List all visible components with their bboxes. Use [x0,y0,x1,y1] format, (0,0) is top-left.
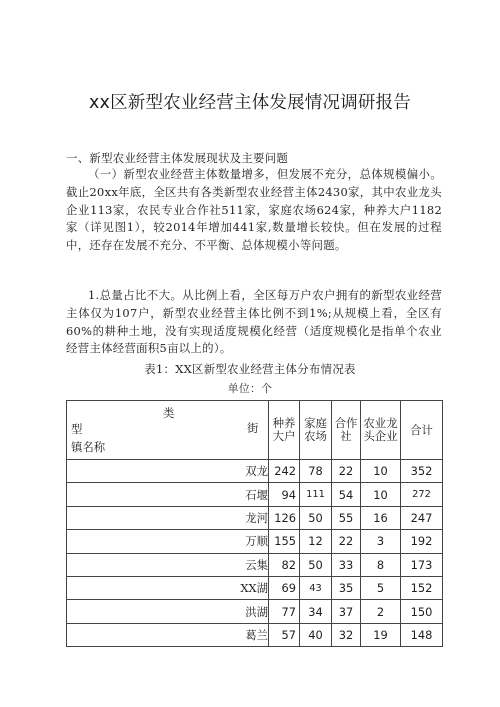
town-name: 葛兰 [67,623,269,646]
cell-leading-enterprises: 3 [361,530,401,553]
table-caption: 表1：XX区新型农业经营主体分布情况表 [144,362,356,376]
cell-cooperatives: 22 [332,530,361,553]
cell-leading-enterprises: 19 [361,623,401,646]
table-row [67,530,443,553]
report-title: xx区新型农业经营主体发展情况调研报告 [88,93,411,113]
cell-total: 352 [401,460,443,483]
town-name: 洪湖 [67,600,269,623]
town-name: 石堰 [67,483,269,506]
cell-total: 192 [401,530,443,553]
section-heading: 一、新型农业经营主体发展现状及主要问题 [66,151,289,165]
cell-total: 152 [401,576,443,599]
table-row [67,506,443,529]
header-leading-enterprises-text: 农业龙头企业 [363,416,398,443]
cell-planting-households: 57 [269,623,300,646]
cell-leading-enterprises: 10 [361,483,401,506]
cell-family-farms: 78 [300,460,332,483]
cell-cooperatives: 54 [332,483,361,506]
table-unit: 单位：个 [227,382,273,395]
town-name: 云集 [67,553,269,576]
cell-planting-households: 94 [269,483,300,506]
cell-family-farms: 34 [300,600,332,623]
header-leading-enterprises [361,401,401,460]
cell-total: 247 [401,506,443,529]
cell-family-farms: 12 [300,530,332,553]
cell-family-farms: 50 [300,553,332,576]
cell-leading-enterprises: 16 [361,506,401,529]
cell-total: 148 [401,623,443,646]
cell-family-farms: 40 [300,623,332,646]
cell-planting-households: 82 [269,553,300,576]
cell-family-farms: 43 [300,576,332,599]
cell-planting-households: 242 [269,460,300,483]
header-planting-households-text: 种养大户 [272,416,296,443]
cell-total: 150 [401,600,443,623]
town-name: 双龙 [67,460,269,483]
cell-cooperatives: 32 [332,623,361,646]
table-row [67,623,443,646]
table-header-row [67,401,443,460]
corner-label-bottom: 镇名称 [71,440,106,454]
distribution-table [66,400,443,647]
town-name: 龙河 [67,506,269,529]
header-total [401,401,443,460]
cell-total: 272 [401,483,443,506]
paragraph-overview: （一）新型农业经营主体数量增多，但发展不充分，总体规模偏小。截止20xx年底，全区共有各类新型农业经营主体2430家，其中农业龙头企业113家，农民专业合作社511家，家庭农场624家，种养大户1182家（详见图1），较2014年增加441家,数量增长较快。但在发展的过程中，还存在发展不充分、不平衡、总体规模小等问题。 [66,167,442,253]
header-cooperatives [332,401,361,460]
cell-cooperatives: 33 [332,553,361,576]
cell-leading-enterprises: 8 [361,553,401,576]
table-row [67,460,443,483]
header-family-farms [300,401,332,460]
town-name: 万顺 [67,530,269,553]
header-family-farms-text: 家庭农场 [304,416,327,443]
table-row [67,600,443,623]
corner-label-top: 类 [163,406,175,420]
table-row [67,553,443,576]
cell-leading-enterprises: 2 [361,600,401,623]
corner-label-right: 街 [247,421,259,435]
cell-family-farms: 50 [300,506,332,529]
cell-leading-enterprises: 10 [361,460,401,483]
cell-planting-households: 126 [269,506,300,529]
corner-label-left: 型 [71,422,83,436]
cell-cooperatives: 55 [332,506,361,529]
header-total-text: 合计 [410,422,433,437]
corner-header-cell [67,401,269,460]
cell-planting-households: 77 [269,600,300,623]
cell-total: 173 [401,553,443,576]
table-row [67,483,443,506]
cell-leading-enterprises: 5 [361,576,401,599]
cell-planting-households: 155 [269,530,300,553]
cell-cooperatives: 37 [332,600,361,623]
paragraph-total-share: 1.总量占比不大。从比例上看，全区每万户农户拥有的新型农业经营主体仅为107户，新型农业经营主体比例不到1%;从规模上看，全区有60%的耕种土地，没有实现适度规模化经营（适度规模化是指单个农业经营主体经营面积5亩以上的）。 [66,288,442,356]
cell-planting-households: 69 [269,576,300,599]
cell-family-farms: 111 [300,483,332,506]
cell-cooperatives: 35 [332,576,361,599]
cell-cooperatives: 22 [332,460,361,483]
header-planting-households [269,401,300,460]
town-name: XX湖 [67,576,269,599]
header-cooperatives-text: 合作社 [334,416,358,443]
table-row [67,576,443,599]
